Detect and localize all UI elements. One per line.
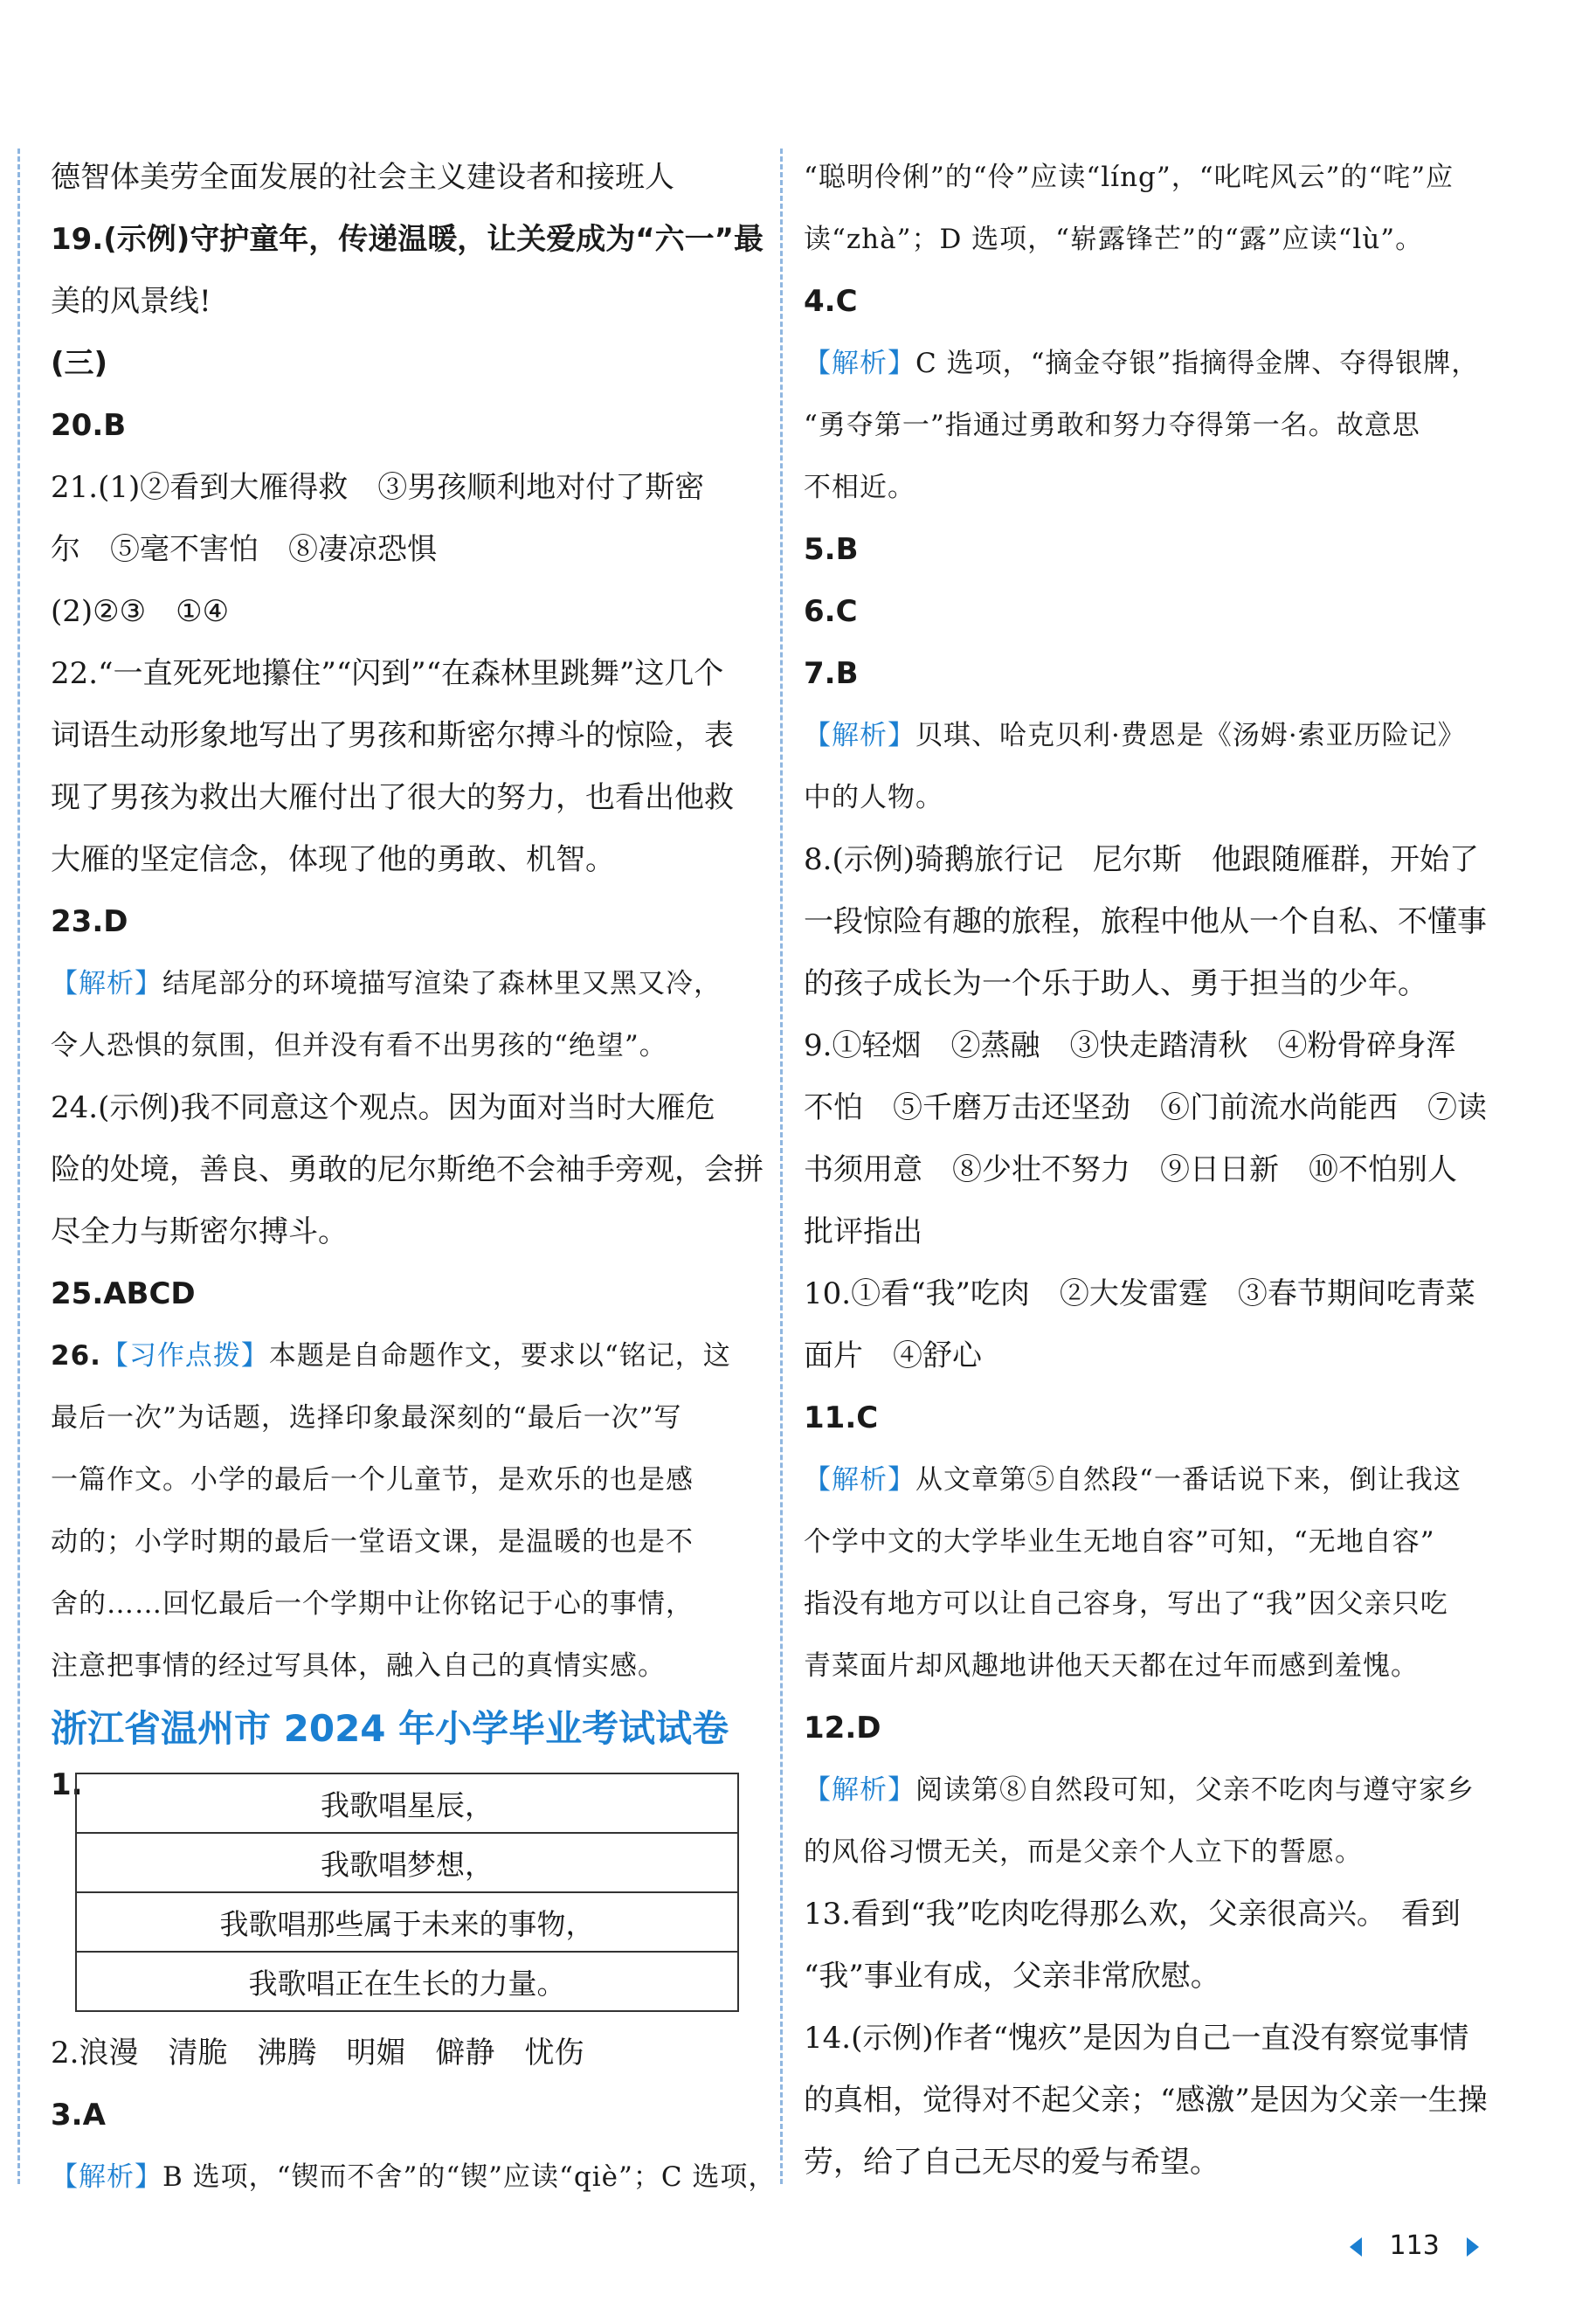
text-line: 一段惊险有趣的旅程，旅程中他从一个自私、不懂事: [804, 904, 1487, 939]
analysis-tag: 【解析】: [51, 2161, 162, 2193]
text-line: 个学中文的大学毕业生无地自容”可知，“无地自容”: [804, 1526, 1435, 1558]
prev-page-icon[interactable]: [1350, 2237, 1362, 2257]
text-line: 劳，给了自己无尽的爱与希望。: [804, 2145, 1219, 2180]
next-page-icon[interactable]: [1467, 2237, 1479, 2257]
analysis-text: 贝琪、哈克贝利·费恩是《汤姆·索亚历险记》: [915, 720, 1466, 751]
text-line: (2)②③ ①④: [51, 594, 230, 629]
text-line: 中的人物。: [804, 782, 943, 813]
answer-26: [51, 1325, 758, 1387]
analysis-text: 从文章第⑤自然段“一番话说下来，倒让我这: [915, 1464, 1461, 1496]
text-line: 美的风景线!: [51, 284, 211, 319]
text-line: 书须用意 ⑧少壮不努力 ⑨日日新 ⑩不怕别人: [804, 1152, 1457, 1187]
answer-20: 20.B: [51, 408, 127, 443]
analysis-text: C 选项，“摘金夺银”指摘得金牌、夺得银牌，: [915, 348, 1480, 379]
tip-text: 本题是自命题作文，要求以“铭记，这: [268, 1340, 731, 1372]
poem-line: 我歌唱那些属于未来的事物，: [76, 1892, 738, 1952]
text-line: 大雁的坚定信念，体现了他的勇敢、机智。: [51, 842, 615, 877]
text-line: 现了男孩为救出大雁付出了很大的努力，也看出他救: [51, 780, 734, 815]
page-footer: [1350, 2230, 1479, 2261]
text-line: 尽全力与斯密尔搏斗。: [51, 1214, 348, 1249]
poem-line: 我歌唱梦想，: [76, 1833, 738, 1892]
text-line: 不怕 ⑤千磨万击还坚劲 ⑥门前流水尚能西 ⑦读: [804, 1090, 1487, 1125]
text-line: 德智体美劳全面发展的社会主义建设者和接班人: [51, 160, 674, 195]
column-divider: [780, 149, 783, 2184]
right-column: [804, 147, 1511, 2194]
answer-2: 2.浪漫 清脆 沸腾 明媚 僻静 忧伤: [51, 2036, 584, 2071]
analysis-text: B 选项，“锲而不舍”的“锲”应读“qiè”；C 选项，: [162, 2161, 777, 2193]
analysis-tag: 【解析】: [804, 348, 915, 379]
poem-table-block: [51, 1760, 758, 2022]
writing-tip-tag: 【习作点拨】: [100, 1340, 269, 1372]
answer-24: 24.(示例)我不同意这个观点。因为面对当时大雁危: [51, 1090, 715, 1125]
text-line: 注意把事情的经过写具体，融入自己的真情实感。: [51, 1650, 666, 1682]
poem-line: 我歌唱正在生长的力量。: [76, 1952, 738, 2011]
answer-10: 10.①看“我”吃肉 ②大发雷霆 ③春节期间吃青菜: [804, 1276, 1475, 1311]
answer-21: 21.(1)②看到大雁得救 ③男孩顺利地对付了斯密: [51, 470, 705, 505]
text-line: 不相近。: [804, 472, 915, 503]
text-line: “勇夺第一”指通过勇敢和努力夺得第一名。故意思: [804, 410, 1420, 441]
answer-13: 13.看到“我”吃肉吃得那么欢，父亲很高兴。 看到: [804, 1897, 1461, 1932]
text-line: 尔 ⑤毫不害怕 ⑧凄凉恐惧: [51, 532, 437, 567]
poem-line: 我歌唱星辰，: [76, 1773, 738, 1833]
analysis-text: 结尾部分的环境描写渲染了森林里又黑又冷，: [162, 968, 722, 999]
text-line: 一篇作文。小学的最后一个儿童节，是欢乐的也是感: [51, 1464, 694, 1496]
text-line: “我”事业有成，父亲非常欣慰。: [804, 1959, 1220, 1994]
analysis-23: [51, 953, 758, 1015]
page-number: 113: [1389, 2230, 1440, 2261]
answer-3: 3.A: [51, 2098, 106, 2133]
analysis-3: [51, 2147, 777, 2209]
answer-11: 11.C: [804, 1400, 879, 1435]
text-line: “聪明伶俐”的“伶”应读“líng”，“叱咤风云”的“咤”应: [804, 162, 1454, 193]
text-line: 最后一次”为话题，选择印象最深刻的“最后一次”写: [51, 1402, 682, 1434]
exam-heading: 浙江省温州市 2024 年小学毕业考试试卷: [51, 1707, 729, 1750]
analysis-12: [804, 1759, 1511, 1822]
left-column: [51, 147, 777, 2209]
answer-9: 9.①轻烟 ②蒸融 ③快走踏清秋 ④粉骨碎身浑: [804, 1028, 1456, 1063]
text-line: 的孩子成长为一个乐于助人、勇于担当的少年。: [804, 966, 1427, 1001]
analysis-text: 阅读第⑧自然段可知，父亲不吃肉与遵守家乡: [915, 1774, 1475, 1806]
analysis-7: [804, 705, 1511, 767]
answer-8: 8.(示例)骑鹅旅行记 尼尔斯 他跟随雁群，开始了: [804, 842, 1479, 877]
poem-table: [75, 1773, 739, 2012]
section-three: (三): [51, 346, 108, 381]
analysis-11: [804, 1449, 1511, 1511]
text-line: 的真相，觉得对不起父亲；“感激”是因为父亲一生操: [804, 2083, 1488, 2118]
answer-6: 6.C: [804, 594, 858, 629]
answer-12: 12.D: [804, 1711, 881, 1746]
analysis-tag: 【解析】: [804, 1774, 915, 1806]
text-line: 舍的……回忆最后一个学期中让你铭记于心的事情，: [51, 1588, 694, 1620]
answer-22: 22.“一直死死地攥住”“闪到”“在森林里跳舞”这几个: [51, 656, 724, 691]
text-line: 批评指出: [804, 1214, 922, 1249]
answer-5: 5.B: [804, 532, 859, 567]
analysis-tag: 【解析】: [51, 968, 162, 999]
text-line: 险的处境，善良、勇敢的尼尔斯绝不会袖手旁观，会拼: [51, 1152, 763, 1187]
answer-7: 7.B: [804, 656, 859, 691]
answer-19: [51, 209, 763, 271]
q-prefix: 19.(示例)守护童年，传递温暖，让关爱成为“六一”最: [51, 222, 763, 257]
text-line: 的风俗习惯无关，而是父亲个人立下的誓愿。: [804, 1836, 1363, 1868]
text-line: 读“zhà”；D 选项，“崭露锋芒”的“露”应读“lù”。: [804, 224, 1424, 255]
q-number: 26.: [51, 1340, 101, 1372]
analysis-tag: 【解析】: [804, 1464, 915, 1496]
text-line: 令人恐惧的氛围，但并没有看不出男孩的“绝望”。: [51, 1030, 667, 1061]
answer-25: 25.ABCD: [51, 1276, 196, 1311]
left-margin-guide: [17, 149, 20, 2184]
answer-4: 4.C: [804, 284, 858, 319]
answer-23: 23.D: [51, 904, 128, 939]
text-line: 青菜面片却风趣地讲他天天都在过年而感到羞愧。: [804, 1650, 1419, 1682]
text-line: 词语生动形象地写出了男孩和斯密尔搏斗的惊险，表: [51, 718, 734, 753]
q-number: 1.: [51, 1767, 83, 1802]
analysis-4: [804, 333, 1511, 395]
text-line: 动的；小学时期的最后一堂语文课，是温暖的也是不: [51, 1526, 694, 1558]
analysis-tag: 【解析】: [804, 720, 915, 751]
answer-14: 14.(示例)作者“愧疚”是因为自己一直没有察觉事情: [804, 2021, 1469, 2056]
text-line: 指没有地方可以让自己容身，写出了“我”因父亲只吃: [804, 1588, 1448, 1620]
text-line: 面片 ④舒心: [804, 1338, 982, 1373]
